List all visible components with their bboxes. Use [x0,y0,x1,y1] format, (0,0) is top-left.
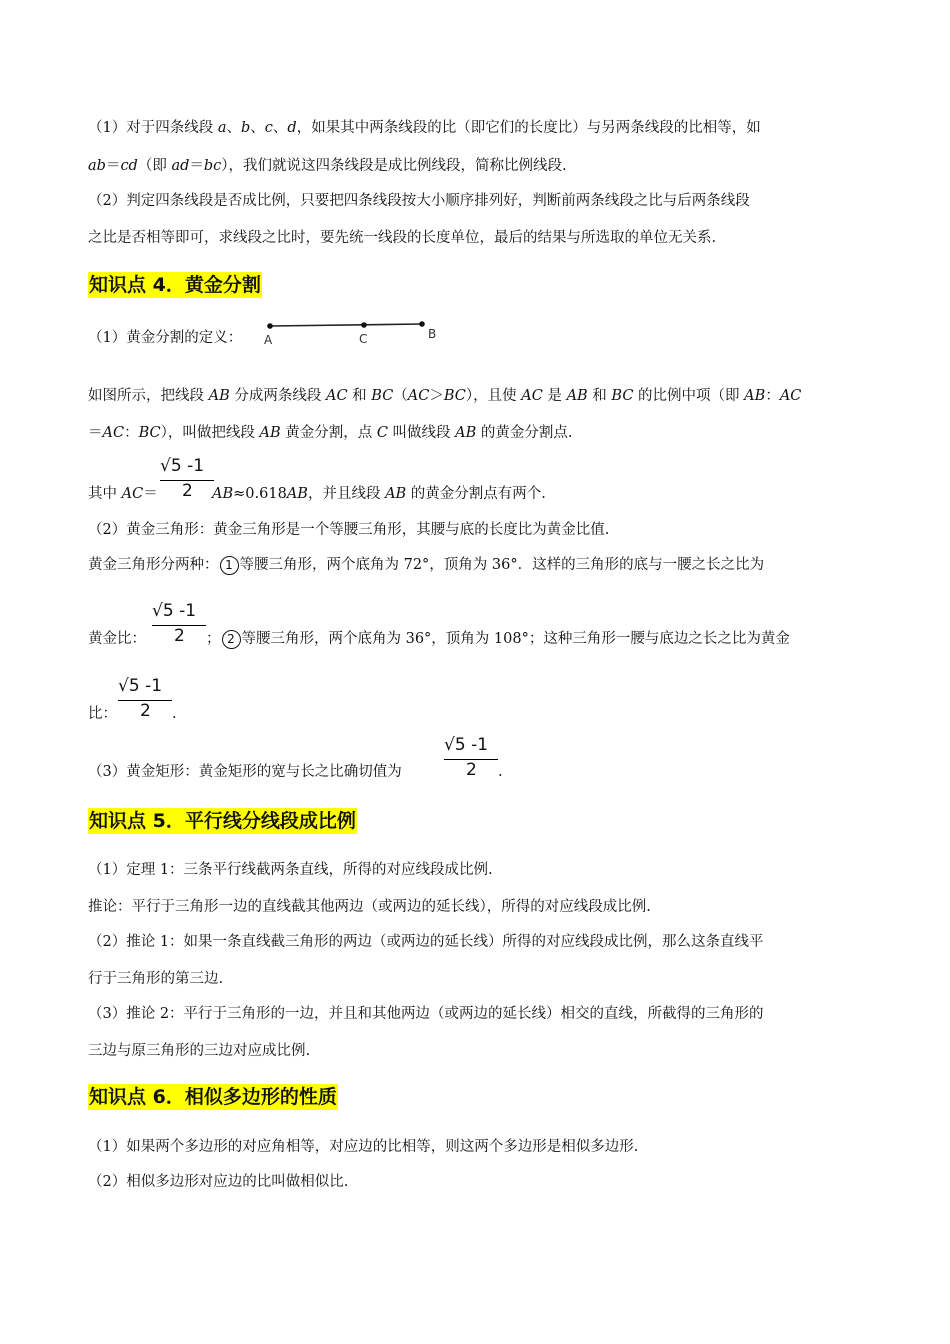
paragraph-proportional-segments-line2 [88,156,567,176]
var: bc [203,158,222,174]
var: AB [286,486,308,502]
text: ＞ [429,388,444,404]
radicand: 5 -1 [170,456,205,476]
text: ），我们就说这四条线段是成比例线段，简称比例线段. [221,158,567,174]
var: cd [120,158,138,174]
text: 分成两条线段 [229,388,326,404]
sqrt-icon: √ [160,456,171,476]
text: ＝ [105,158,121,174]
fraction-numerator [152,601,196,621]
radicand: 5 -1 [128,676,163,696]
text: 等腰三角形，两个底角为 36°，顶角为 108°；这种三角形一腰与底边之长之比为黄金 [241,631,790,647]
fraction-numerator [444,735,488,755]
var: AC [521,388,543,404]
text: （1）对于四条线段 [88,120,218,136]
var: AB [744,388,766,404]
fraction-numerator [160,456,204,476]
text: 和 [347,388,372,404]
var-d: d [287,120,297,136]
fraction-numerator [118,676,162,696]
point-a-label: A [264,333,273,347]
point-b-dot [419,321,425,327]
fraction-denominator: 2 [466,760,477,780]
var: AB [259,425,281,441]
sqrt-icon: √ [118,676,129,696]
text: 的黄金分割点有两个. [406,486,546,502]
text: ，如果其中两条线段的比（即它们的长度比）与另两条线段的比相等，如 [296,120,761,136]
period: . [498,764,503,780]
k5-corollary-2-line2: 三边与原三角形的三边对应成比例. [88,1043,311,1059]
fraction-sqrt5-minus1-over-2 [444,735,500,783]
golden-triangle-types-line1 [88,555,764,575]
text: ： [765,388,780,404]
k6-line-2: （2）相似多边形对应边的比叫做相似比. [88,1174,349,1190]
var: ad [171,158,190,174]
text: ＝ [88,425,103,441]
fraction-denominator: 2 [182,481,193,501]
var: AB [208,388,230,404]
k6-line-1: （1）如果两个多边形的对应角相等，对应边的比相等，则这两个多边形是相似多边形. [88,1139,639,1155]
circled-number-2: 2 [222,630,241,649]
golden-triangle-types-line2-rest [206,629,790,649]
text: ＝ [143,486,158,502]
radicand: 5 -1 [162,601,197,621]
fraction-denominator: 2 [140,701,151,721]
fraction-denominator: 2 [174,626,185,646]
k5-corollary: 推论：平行于三角形一边的直线截其他两边（或两边的延长线），所得的对应线段成比例. [88,899,651,915]
text: 和 [587,388,612,404]
text: 的比例中项（即 [633,388,745,404]
var-a: a [217,120,227,136]
point-c-label: C [359,332,368,346]
period: . [172,706,177,722]
golden-section-paragraph-line1 [88,386,801,406]
text: ），且使 [465,388,522,404]
var: AB [385,486,407,502]
point-a-dot [267,323,273,329]
golden-rectangle-definition: （3）黄金矩形：黄金矩形的宽与长之比确切值为 [88,764,402,780]
point-c-dot [361,322,367,328]
var: AB [212,486,234,502]
k5-corollary-1-line2: 行于三角形的第三边. [88,971,224,987]
text: ＝ [189,158,204,174]
golden-ratio-formula-line [88,484,158,504]
var: AC [102,425,125,441]
text: ，并且线段 [307,486,386,502]
var: BC [443,388,466,404]
fraction-sqrt5-minus1-over-2 [160,456,216,504]
var: AB [455,425,477,441]
golden-triangle-types-line2-label: 黄金比： [88,631,146,647]
text: 如图所示，把线段 [88,388,209,404]
text: （ [393,388,408,404]
text: 、 [226,120,241,136]
var: AC [779,388,802,404]
var: AC [325,388,348,404]
heading-knowledge-point-4: 知识点 4．黄金分割 [89,274,261,296]
k5-theorem-1: （1）定理 1：三条平行线截两条直线，所得的对应线段成比例. [88,862,493,878]
k5-corollary-1-line1: （2）推论 1：如果一条直线截三角形的两边（或两边的延长线）所得的对应线段成比例，那么这条直线平 [88,934,764,950]
fraction-sqrt5-minus1-over-2 [152,601,208,649]
var: C [376,425,388,441]
golden-section-definition-label: （1）黄金分割的定义： [88,330,243,346]
var: ab [88,158,106,174]
paragraph-judge-proportional-line1: （2）判定四条线段是否成比例，只要把四条线段按大小顺序排列好，判断前两条线段之比与后两条线段 [88,193,750,209]
point-b-label: B [428,327,437,341]
text: （即 [137,158,172,174]
golden-ratio-formula-rest [212,484,546,504]
golden-section-paragraph-line2 [88,423,573,443]
text: 叫做线段 [387,425,456,441]
segment-ab-line [270,324,422,326]
text: 其中 [88,486,122,502]
heading-knowledge-point-5: 知识点 5．平行线分线段成比例 [89,810,356,832]
circled-number-1: 1 [220,556,239,575]
text: 黄金分割，点 [280,425,377,441]
var: BC [138,425,161,441]
golden-triangle-types-line3-label: 比： [88,706,117,722]
paragraph-proportional-segments-line1 [88,118,761,138]
text: 的黄金分割点. [476,425,573,441]
text: 等腰三角形，两个底角为 72°，顶角为 36°．这样的三角形的底与一腰之长之比为 [239,557,765,573]
text: ），叫做把线段 [160,425,260,441]
var: AC [121,486,144,502]
heading-knowledge-point-6: 知识点 6．相似多边形的性质 [89,1086,337,1108]
golden-triangle-definition: （2）黄金三角形：黄金三角形是一个等腰三角形，其腰与底的长度比为黄金比值. [88,522,610,538]
var-c: c [264,120,273,136]
text: 黄金三角形分两种： [88,557,219,573]
text: ； [206,631,221,647]
var-b: b [241,120,251,136]
paragraph-judge-proportional-line2: 之比是否相等即可，求线段之比时，要先统一线段的长度单位，最后的结果与所选取的单位无关系. [88,230,717,246]
var: BC [371,388,394,404]
var: BC [611,388,634,404]
text: 、 [272,120,288,136]
var: AC [407,388,430,404]
radicand: 5 -1 [454,735,489,755]
k5-corollary-2-line1: （3）推论 2：平行于三角形的一边，并且和其他两边（或两边的延长线）相交的直线，所截得的三角形的 [88,1006,764,1022]
sqrt-icon: √ [444,735,455,755]
text: 、 [250,120,265,136]
text: 是 [542,388,567,404]
var: AB [566,388,588,404]
segment-diagram [262,316,442,350]
text: ： [124,425,139,441]
fraction-sqrt5-minus1-over-2 [118,676,174,724]
text: ≈0.618 [233,486,287,502]
sqrt-icon: √ [152,601,163,621]
